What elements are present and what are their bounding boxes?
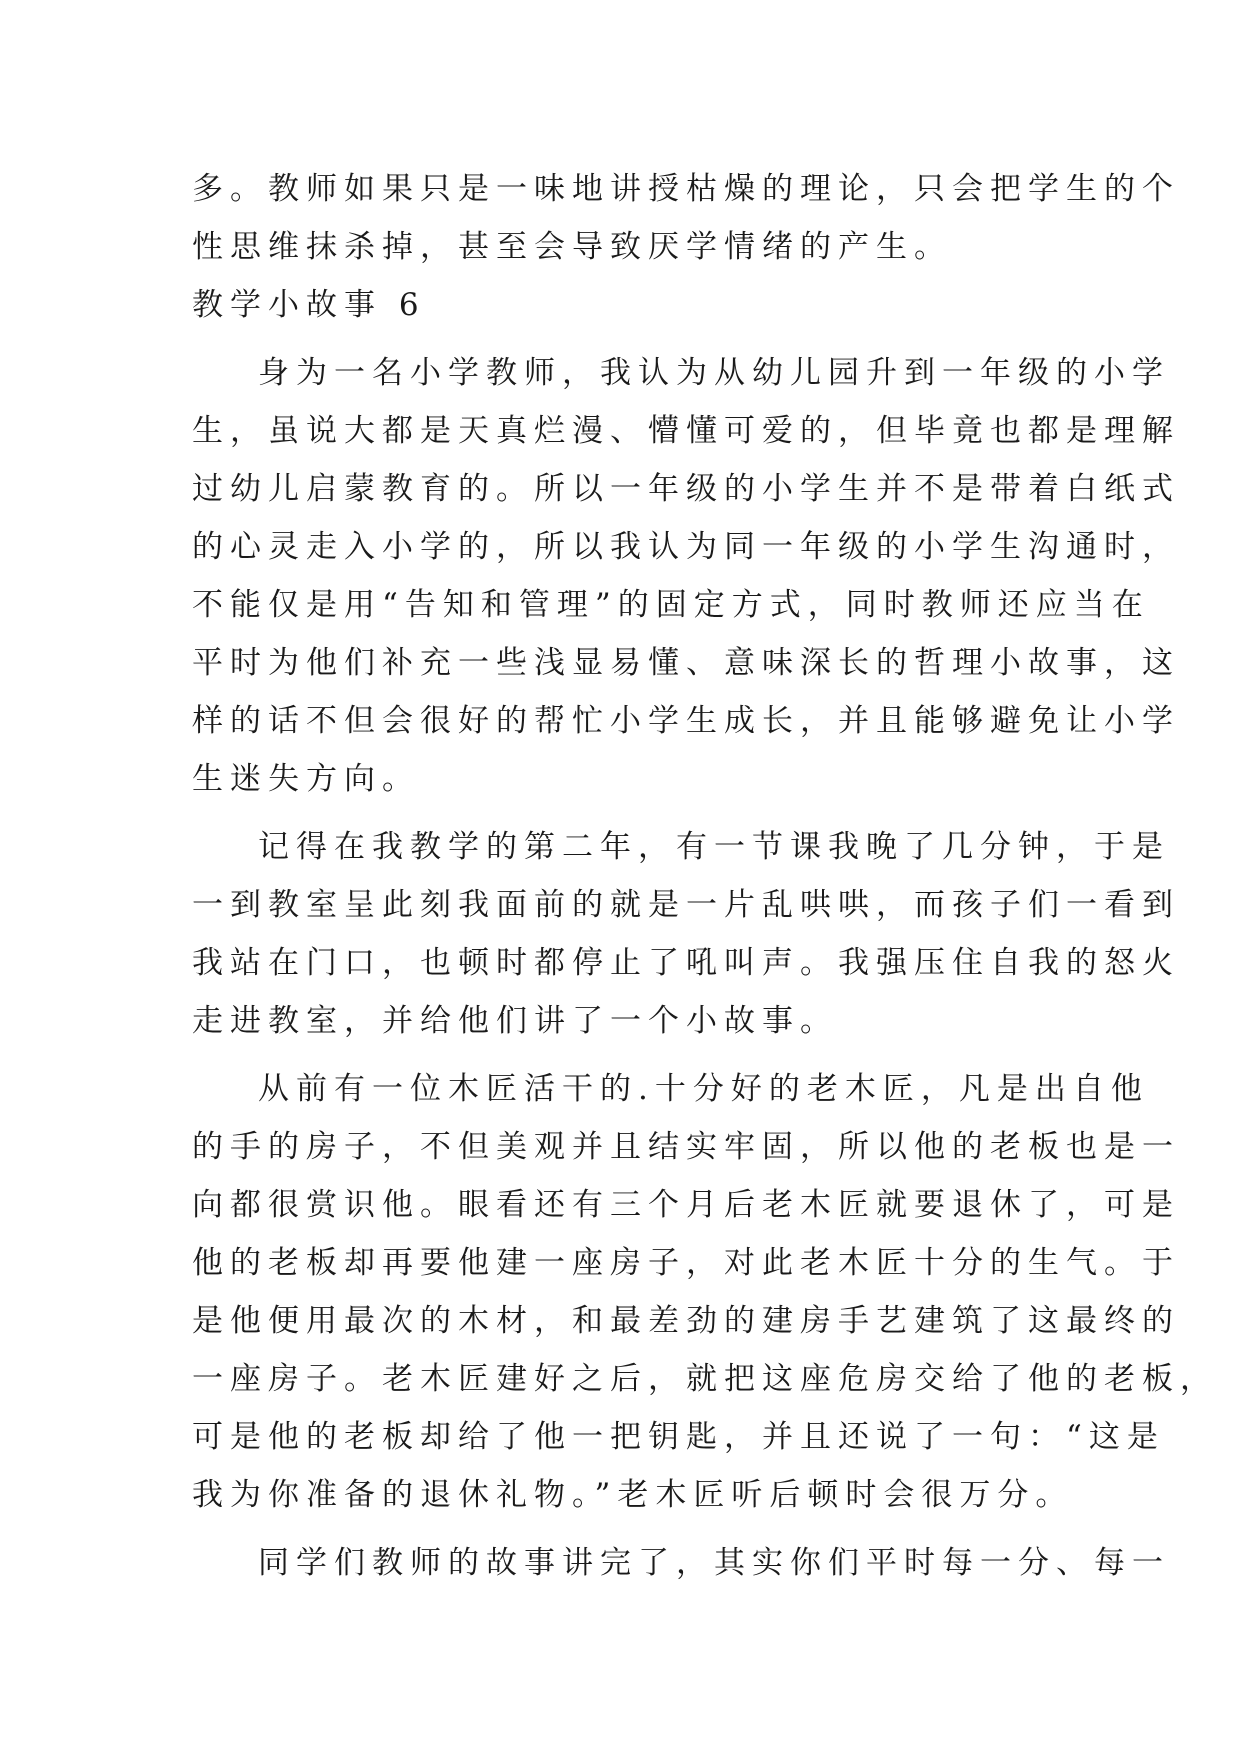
text-line: 平时为他们补充一些浅显易懂、意味深长的哲理小故事，这 <box>192 645 1180 681</box>
text-line: 过幼儿启蒙教育的。所以一年级的小学生并不是带着白纸式 <box>192 471 1180 507</box>
text-line: 一座房子。老木匠建好之后，就把这座危房交给了他的老板， <box>192 1361 1218 1397</box>
text-line: 多。教师如果只是一味地讲授枯燥的理论，只会把学生的个 <box>192 171 1180 207</box>
text-line: 我为你准备的退休礼物。”老木匠听后顿时会很万分。 <box>192 1477 1074 1513</box>
text-line: 走进教室，并给他们讲了一个小故事。 <box>192 1003 838 1039</box>
text-line: 向都很赏识他。眼看还有三个月后老木匠就要退休了，可是 <box>192 1187 1180 1223</box>
text-line: 生，虽说大都是天真烂漫、懵懂可爱的，但毕竟也都是理解 <box>192 413 1180 449</box>
paragraph-start-line: 同学们教师的故事讲完了，其实你们平时每一分、每一 <box>258 1545 1170 1581</box>
text-line: 的手的房子，不但美观并且结实牢固，所以他的老板也是一 <box>192 1129 1180 1165</box>
text-line: 生迷失方向。 <box>192 761 420 797</box>
text-line: 可是他的老板却给了他一把钥匙，并且还说了一句：“这是 <box>192 1419 1165 1455</box>
paragraph-start-line: 记得在我教学的第二年，有一节课我晚了几分钟，于是 <box>258 829 1170 865</box>
text-line: 一到教室呈此刻我面前的就是一片乱哄哄，而孩子们一看到 <box>192 887 1180 923</box>
text-line: 我站在门口，也顿时都停止了吼叫声。我强压住自我的怒火 <box>192 945 1180 981</box>
text-line: 不能仅是用“告知和管理”的固定方式，同时教师还应当在 <box>192 587 1150 623</box>
text-line: 样的话不但会很好的帮忙小学生成长，并且能够避免让小学 <box>192 703 1180 739</box>
paragraph-start-line: 从前有一位木匠活干的.十分好的老木匠，凡是出自他 <box>258 1071 1149 1107</box>
text-line: 的心灵走入小学的，所以我认为同一年级的小学生沟通时， <box>192 529 1180 565</box>
text-line: 是他便用最次的木材，和最差劲的建房手艺建筑了这最终的 <box>192 1303 1180 1339</box>
paragraph-start-line: 身为一名小学教师，我认为从幼儿园升到一年级的小学 <box>258 355 1170 391</box>
text-line: 他的老板却再要他建一座房子，对此老木匠十分的生气。于 <box>192 1245 1180 1281</box>
text-line: 性思维抹杀掉，甚至会导致厌学情绪的产生。 <box>192 229 952 265</box>
section-heading: 教学小故事 6 <box>192 287 426 323</box>
document-body <box>192 160 1218 1592</box>
